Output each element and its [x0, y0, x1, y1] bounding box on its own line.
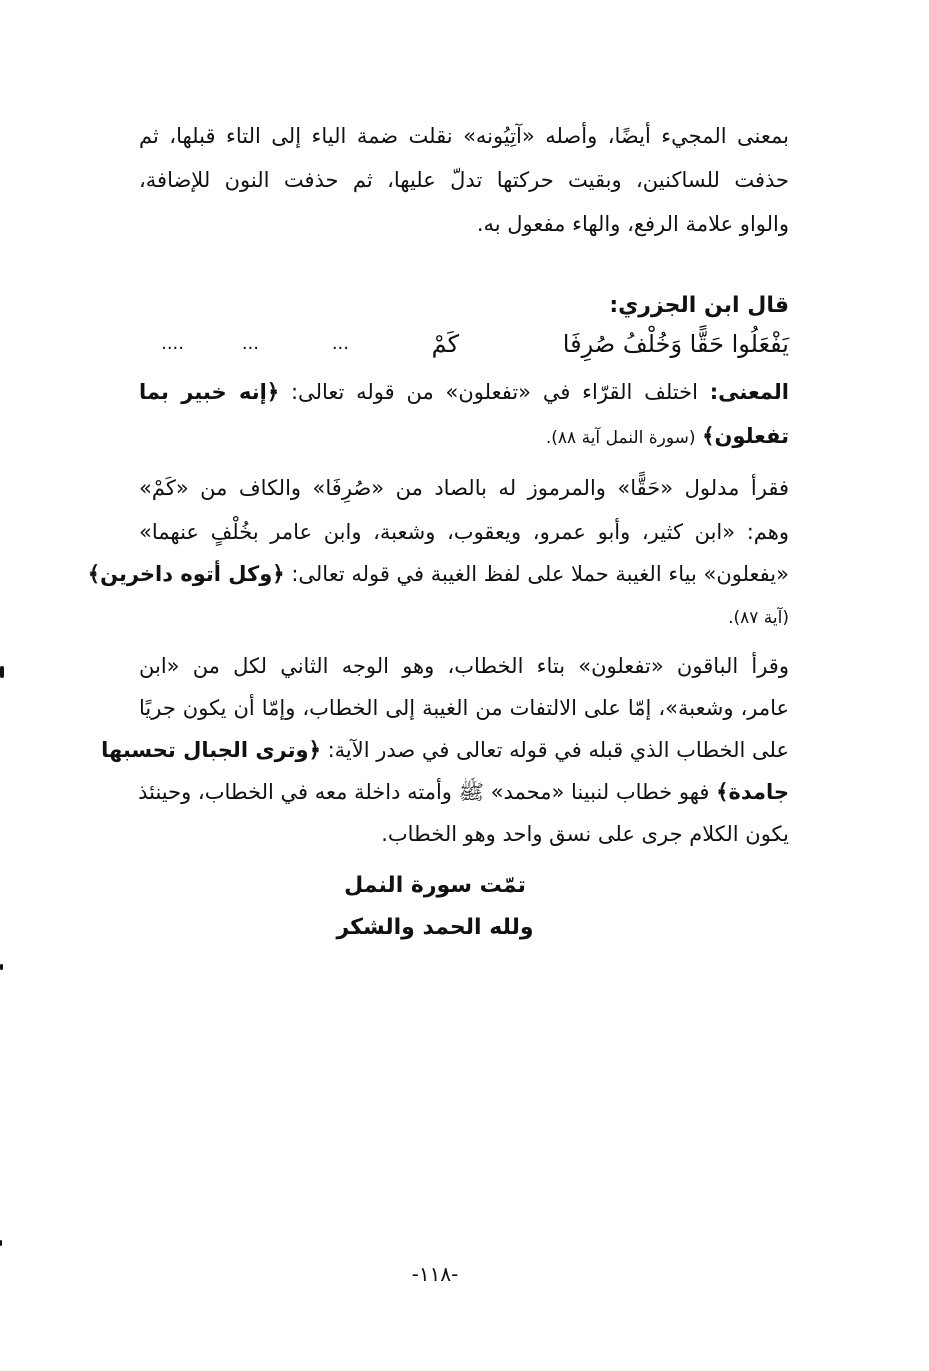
paragraph-3-line-2: عامر، وشعبة»، إمّا على الالتفات من الغيبة إلى الخطاب، وإمّا أن يكون جريًا — [139, 696, 789, 720]
closing-line-2: ولله الحمد والشكر — [336, 915, 534, 940]
paragraph-2-line-3 — [87, 556, 789, 592]
verse-ellipsis-1: ... — [331, 333, 349, 354]
paragraph-2-text: «يفعلون» بياء الغيبة حملا على لفظ الغيبة في قوله تعالى: — [291, 562, 789, 586]
verse-word-kam: كَمْ — [431, 330, 459, 358]
meaning-label: المعنى: — [709, 380, 789, 404]
paragraph-3-line-5: يكون الكلام جرى على نسق واحد وهو الخطاب. — [381, 822, 789, 846]
paragraph-3-text: فهو خطاب لنبينا «محمد» ﷺ وأمته داخلة معه في الخطاب، وحينئذ — [138, 780, 710, 804]
meaning-line-2 — [139, 418, 789, 456]
quran-quote: ﴿وكل أتوه داخرين﴾ — [87, 562, 285, 586]
paragraph-1-line-3: والواو علامة الرفع، والهاء مفعول به. — [476, 212, 789, 236]
paragraph-2-line-1: فقرأ مدلول «حَقًّا» والمرموز له بالصاد من «صُرِفَا» والكاف من «كَمْ» — [139, 476, 789, 500]
paragraph-1-line-2: حذفت للساكنين، وبقيت حركتها تدلّ عليها، ثم حذفت النون للإضافة، — [139, 168, 789, 192]
quran-quote: ﴿وترى الجبال تحسبها — [101, 738, 321, 762]
paragraph-3-text: على الخطاب الذي قبله في قوله تعالى في صدر الآية: — [327, 738, 789, 762]
poem-verse-line — [139, 326, 789, 362]
paragraph-2-line-2: وهم: «ابن كثير، وأبو عمرو، ويعقوب، وشعبة، وابن عامر بخُلْفٍ عنهما» — [139, 520, 789, 544]
verse-hemistich: يَفْعَلُوا حَقًّا وَخُلْفُ صُرِفَا — [562, 330, 789, 358]
paragraph-3-line-4 — [139, 774, 789, 810]
closing-line-1: تمّت سورة النمل — [344, 873, 526, 898]
quran-quote: ﴿إنه خبير بما — [139, 380, 280, 404]
scan-edge-mark — [0, 666, 4, 678]
quran-quote-end: تفعلون﴾ — [702, 424, 789, 448]
section-heading: قال ابن الجزري: — [609, 293, 789, 318]
paragraph-3-line-3 — [101, 732, 789, 768]
meaning-line-1 — [139, 374, 789, 410]
verse-ellipsis-3: .... — [161, 333, 184, 354]
verse-reference: (آية ٨٧). — [728, 608, 789, 628]
paragraph-1-line-1: بمعنى المجيء أيضًا، وأصله «آتِيُونه» نقلت ضمة الياء إلى التاء قبلها، ثم — [139, 124, 789, 148]
paragraph-3-line-1: وقرأ الباقون «تفعلون» بتاء الخطاب، وهو الوجه الثاني لكل من «ابن — [139, 654, 789, 678]
quran-quote-end: جامدة﴾ — [716, 780, 789, 804]
scan-edge-mark — [0, 1240, 2, 1246]
verse-ellipsis-2: ... — [241, 333, 259, 354]
scan-edge-mark — [0, 964, 3, 970]
surah-reference: (سورة النمل آية ٨٨). — [545, 428, 696, 448]
page-number: -١١٨- — [411, 1262, 459, 1286]
meaning-text: اختلف القرّاء في «تفعلون» من قوله تعالى: — [290, 380, 698, 404]
